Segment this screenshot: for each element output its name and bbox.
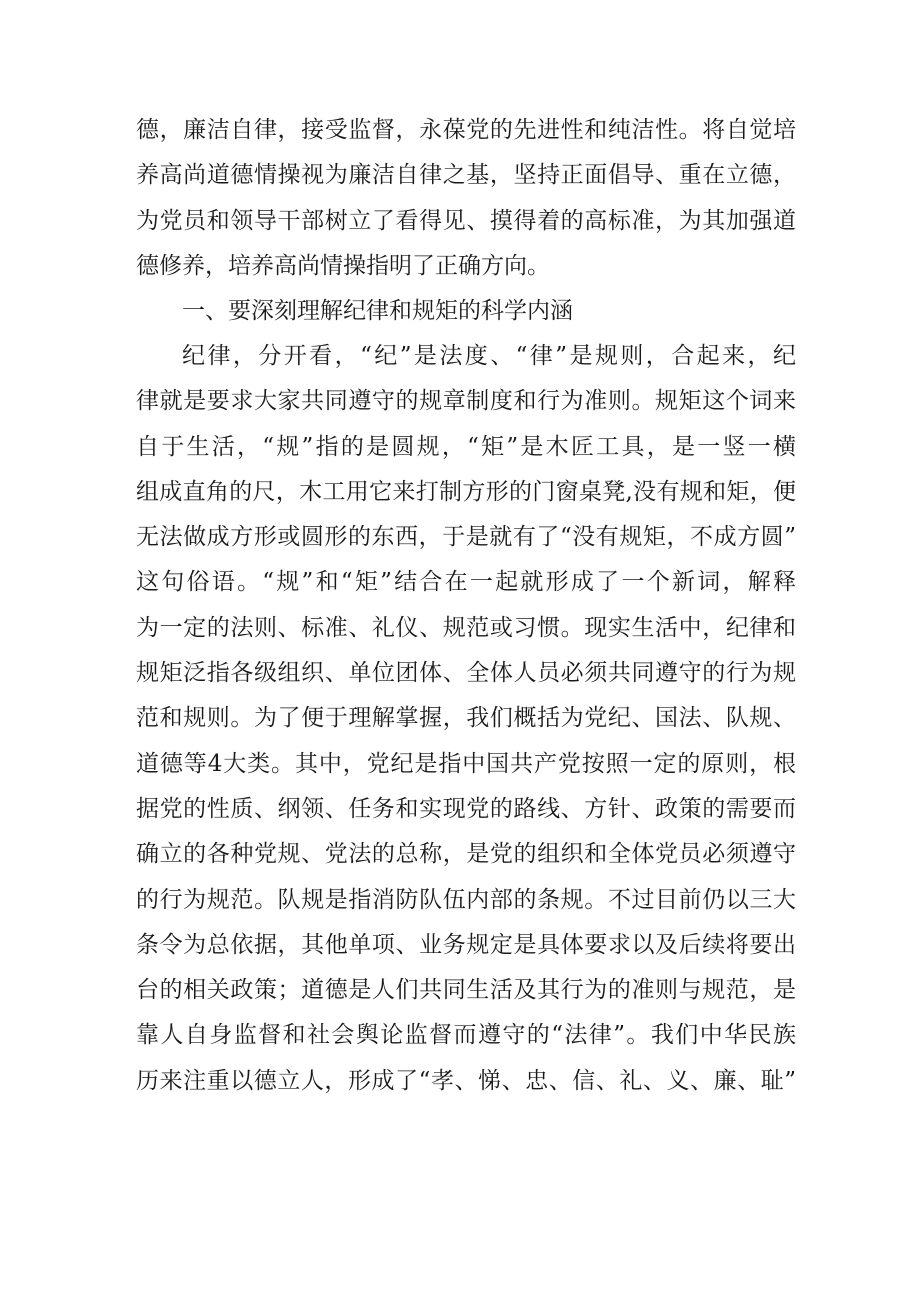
text-line: 据党的性质、纲领、任务和实现党的路线、方针、政策的需要而 — [136, 795, 796, 822]
section-heading-text: 一、要深刻理解纪律和规矩的科学内涵 — [182, 298, 573, 324]
text-line: 这句俗语。“规”和“矩”结合在一起就形成了一个新词，解释 — [136, 569, 796, 596]
text-line: 纪律，分开看，“纪”是法度、“律”是规则，合起来，纪 — [182, 343, 796, 369]
section-heading — [136, 289, 796, 334]
text-line: 的行为规范。队规是指消防队伍内部的条规。不过目前仍以三大 — [136, 886, 796, 913]
text-line: 组成直角的尺，木工用它来打制方形的门窗桌凳,没有规和矩，便 — [136, 478, 796, 505]
text-line: 德，廉洁自律，接受监督，永葆党的先进性和纯洁性。将自觉培 — [136, 117, 796, 143]
text-line: 为一定的法则、标准、礼仪、规范或习惯。现实生活中，纪律和 — [136, 614, 796, 641]
text-line: 规矩泛指各级组织、单位团体、全体人员必须共同遵守的行为规 — [136, 660, 796, 687]
text-line: 靠人自身监督和社会舆论监督而遵守的“法律”。我们中华民族 — [136, 1022, 796, 1049]
text-line: 德修养，培养高尚情操指明了正确方向。 — [136, 252, 550, 279]
paragraph-intro-continued — [136, 108, 796, 289]
text-line: 无法做成方形或圆形的东西，于是就有了“没有规矩，不成方圆” — [136, 524, 796, 551]
text-line: 道德等4大类。其中，党纪是指中国共产党按照一定的原则，根 — [136, 750, 796, 777]
text-line: 律就是要求大家共同遵守的规章制度和行为准则。规矩这个词来 — [136, 388, 796, 415]
text-line: 为党员和领导干部树立了看得见、摸得着的高标准，为其加强道 — [136, 207, 796, 234]
text-line: 养高尚道德情操视为廉洁自律之基，坚持正面倡导、重在立德， — [136, 162, 796, 189]
text-line: 历来注重以德立人，形成了“孝、悌、忠、信、礼、义、廉、耻” — [136, 1067, 796, 1094]
paragraph-discipline-definition — [136, 334, 796, 1104]
text-line: 自于生活，“规”指的是圆规，“矩”是木匠工具，是一竖一横 — [136, 433, 796, 460]
text-line: 确立的各种党规、党法的总称，是党的组织和全体党员必须遵守 — [136, 841, 796, 868]
text-line: 范和规则。为了便于理解掌握，我们概括为党纪、国法、队规、 — [136, 705, 796, 732]
text-line: 条令为总依据，其他单项、业务规定是具体要求以及后续将要出 — [136, 931, 796, 958]
text-line: 台的相关政策；道德是人们共同生活及其行为的准则与规范，是 — [136, 977, 796, 1004]
